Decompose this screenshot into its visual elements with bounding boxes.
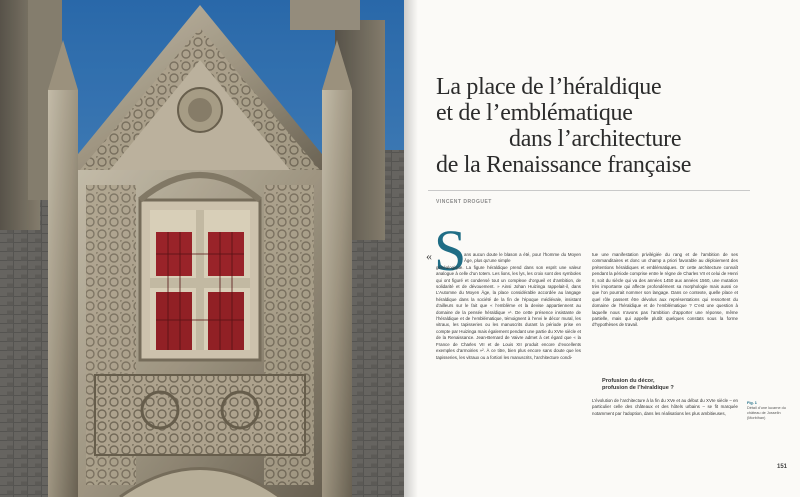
body-column-1 [436, 252, 581, 361]
title-line-2: et de l’emblématique [436, 100, 633, 126]
author-name: VINCENT DROGUET [436, 199, 492, 205]
title-line-3: dans l’architecture [509, 126, 682, 152]
article-page [404, 0, 800, 497]
body-column-3: L’évolution de l’architecture à la fin du XVe et au début du XVIe siècle – en particulier celle des châteaux et des hôtels urbains – se fit marquée notamment par l’adoption, dans les réalisations les plus ambitieuses, [592, 398, 738, 416]
body-column-2: tue une manifestation privilégiée du rang et de l’ambition de ses commanditaires et donc un champ a priori favorable au déploiement des prétentions héraldiques et emblématiques. Or cette architecture connaît pendant la période comprise entre le règne de Charles VII et celui de Henri II, soit du siècle qui va des années 1450 aux années 1560, une mutation très importante qui affecte profondément sa morphologie mais aussi ce que l’on pourrait nommer son langage. Dans ce contexte, quelle place et quel rôle passent être dévolus aux représentations qui ressortent du domaine de l’héraldique et de l’emblématique ? C’est une question à laquelle nous n’avons pas l’ambition d’apporter une réponse, même partielle, mais qui appelle plutôt quelques constats sous la forme d’hypothèses de travail. [592, 252, 738, 328]
subheading-line-1: Profusion du décor, [602, 378, 655, 384]
page-number: 151 [777, 464, 788, 470]
drop-cap: S [434, 218, 467, 283]
title-line-4: de la Renaissance française [436, 152, 692, 178]
section-subheading [602, 378, 738, 392]
page-gutter-shadow [404, 0, 418, 497]
caption-text: Détail d’une lucarne du château de Josselin (Morbihan) [747, 406, 786, 420]
figure-caption [747, 401, 789, 421]
body-lead-text: ans aucun doute le blason a été, pour l’homme du Moyen Âge, plus qu’une simple [464, 252, 581, 264]
title-line-1: La place de l’héraldique [436, 74, 662, 100]
title-divider [428, 190, 750, 191]
article-title [436, 74, 776, 178]
quote-mark: « [426, 249, 432, 263]
subheading-line-2: profusion de l’héraldique ? [602, 385, 674, 391]
caption-label: Fig. 1 [747, 401, 757, 405]
body-text-1: généalogique. La figure héraldique prend dans son esprit une valeur analogue à celle d’un totem. Les lions, les lys, les croix sont des symboles qui ont figuré et condensé tout un complexe d’orgueil et d’ambition, de solidarité et de dévouement. » Ainsi Johan Huizinga rappelait-il, dans L’Automne du Moyen Âge, la place considérable accordée au langage héraldique dans la société de la fin de l’époque médiévale, insistant d’ailleurs sur le fait que « l’emblème et la devise appartiennent au domaine de la pensée héraldique »¹. De cette présence insistante de l’héraldique et de l’emblématique, témoignent à l’envi le décor mural, les vitraux, les tapisseries ou les manuscrits durant la période prise en compte par Huizinga mais également pendant une partie du XVIe siècle et de la Renaissance. Jean-Bernard de Vaivre admet à cet égard que « la France de Charles VII et de Louis XII produit encore d’excellents exemples d’armoiries »². À ce titre, bien plus encore sans doute que les tapisseries, les vitraux ou a fortiori les manuscrits, l’architecture condi- [436, 264, 581, 360]
